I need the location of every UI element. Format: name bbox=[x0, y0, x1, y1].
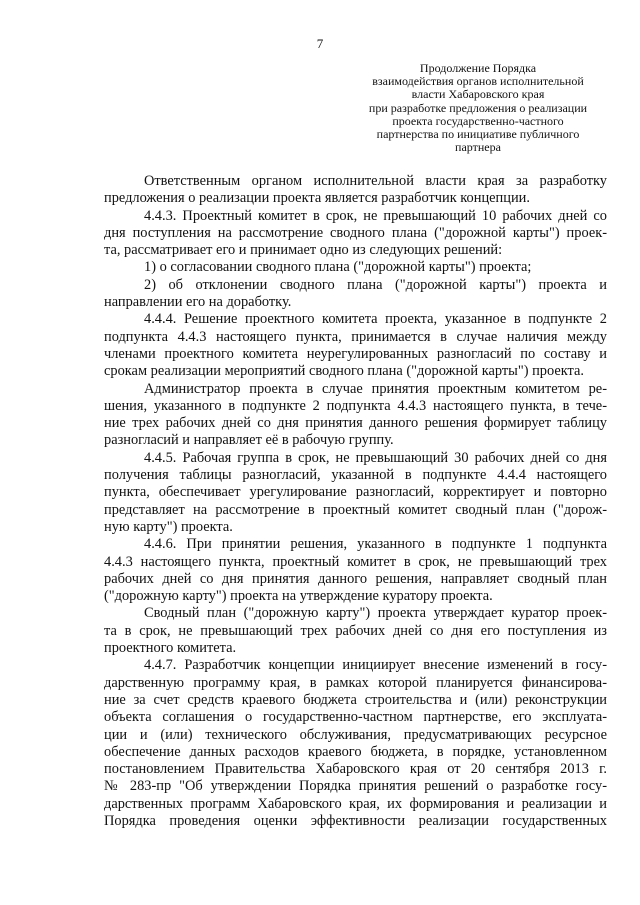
paragraph bbox=[104, 657, 607, 830]
paragraph bbox=[104, 536, 607, 605]
text-line: подпункта 4.4.3 настоящего пункта, принимается в случае наличия между bbox=[104, 328, 607, 345]
page-number: 7 bbox=[316, 36, 324, 51]
text-line: шения, указанного в подпункте 2 подпункта 4.4.3 настоящего пункта, в тече- bbox=[104, 397, 607, 414]
paragraph bbox=[104, 311, 607, 380]
header-line: проекта государственно-частного bbox=[392, 113, 564, 128]
header-line: Продолжение Порядка bbox=[419, 61, 537, 75]
text-line: направлении его на доработку. bbox=[104, 294, 292, 311]
text-line: 1) о согласовании сводного плана ("дорожной карты") проекта; bbox=[144, 259, 532, 276]
document-header bbox=[364, 62, 592, 154]
text-line: дарственную программу края, в рамках которой планируется финансирова- bbox=[104, 674, 607, 691]
text-line: дня поступления на рассмотрение сводного плана ("дорожной карты") проек- bbox=[104, 224, 607, 241]
text-line: дарственных программ Хабаровского края, их формирования и реализации и bbox=[104, 795, 607, 812]
paragraph bbox=[104, 605, 607, 657]
text-line: срокам реализации мероприятий сводного плана ("дорожной карты") проекта. bbox=[104, 363, 584, 380]
text-line: рабочих дней со дня принятия данного решения, направляет сводный план bbox=[104, 570, 607, 587]
text-line: пункта, обеспечивает урегулирование разногласий, корректирует и повторно bbox=[104, 484, 607, 501]
text-line: 4.4.7. Разработчик концепции инициирует внесение изменений в госу- bbox=[144, 657, 607, 674]
paragraph bbox=[104, 173, 607, 208]
text-line: постановлением Правительства Хабаровского края от 20 сентября 2013 г. bbox=[104, 761, 607, 778]
text-line: 4.4.4. Решение проектного комитета проекта, указанное в подпункте 2 bbox=[144, 311, 607, 328]
paragraph bbox=[104, 450, 607, 536]
text-line: проектного комитета. bbox=[104, 640, 237, 657]
paragraph bbox=[104, 259, 607, 276]
header-line: партнерства по инициативе публичного bbox=[376, 127, 580, 142]
text-line: 2) об отклонении сводного плана ("дорожной карты") проекта и bbox=[144, 276, 607, 293]
paragraph bbox=[104, 277, 607, 312]
text-line: та, рассматривает его и принимает одно из следующих решений: bbox=[104, 242, 503, 259]
header-line: партнера bbox=[455, 140, 501, 155]
text-line: 4.4.3. Проектный комитет в срок, не превышающий 10 рабочих дней со bbox=[144, 207, 607, 224]
text-line: представляет на рассмотрение в проектный комитет сводный план ("дорож- bbox=[104, 501, 607, 518]
text-line: разногласий и направляет её в рабочую группу. bbox=[104, 432, 394, 449]
text-line: Сводный план ("дорожную карту") проекта утверждает куратор проек- bbox=[144, 605, 607, 622]
text-line: ние трех рабочих дней со дня принятия данного решения формирует таблицу bbox=[104, 415, 607, 432]
text-line: 4.4.6. При принятии решения, указанного в подпункте 1 подпункта bbox=[144, 536, 607, 553]
text-line: предложения о реализации проекта является разработчик концепции. bbox=[104, 190, 530, 207]
text-line: объекта соглашения о государственно-частном партнерстве, его эксплуата- bbox=[104, 709, 607, 726]
text-line: № 283-пр "Об утверждении Порядка принятия решений о разработке госу- bbox=[104, 778, 607, 795]
header-line: власти Хабаровского края bbox=[411, 87, 545, 102]
header-line: взаимодействия органов исполнительной bbox=[372, 74, 584, 89]
text-line: 4.4.3 настоящего пункта, проектный комитет в срок, не превышающий трех bbox=[104, 553, 607, 570]
text-line: ции и (или) технического обслуживания, предусматривающих ресурсное bbox=[104, 726, 607, 743]
text-line: ("дорожную карту") проекта на утверждение куратору проекта. bbox=[104, 588, 493, 605]
paragraph bbox=[104, 381, 607, 450]
text-line: 4.4.5. Рабочая группа в срок, не превышающий 30 рабочих дней со дня bbox=[144, 449, 607, 466]
paragraph bbox=[104, 208, 607, 260]
text-line: членами проектного комитета неурегулированных разногласий по составу и bbox=[104, 345, 607, 362]
text-line: ние за счет средств краевого бюджета строительства и (или) реконструкции bbox=[104, 691, 607, 708]
text-line: ную карту") проекта. bbox=[104, 518, 233, 535]
text-line: обеспечение данных расходов краевого бюджета, в порядке, установленном bbox=[104, 743, 607, 760]
text-line: та в срок, не превышающий трех рабочих дней со дня его поступления из bbox=[104, 622, 607, 639]
text-line: Ответственным органом исполнительной власти края за разработку bbox=[144, 173, 607, 189]
text-line: получения таблицы разногласий, указанной в подпункте 4.4.4 настоящего bbox=[104, 467, 607, 484]
text-line: Администратор проекта в случае принятия проектным комитетом ре- bbox=[144, 380, 607, 397]
header-line: при разработке предложения о реализации bbox=[368, 100, 588, 115]
document-body bbox=[104, 173, 607, 830]
text-line: Порядка проведения оценки эффективности реализации государственных bbox=[104, 812, 607, 829]
